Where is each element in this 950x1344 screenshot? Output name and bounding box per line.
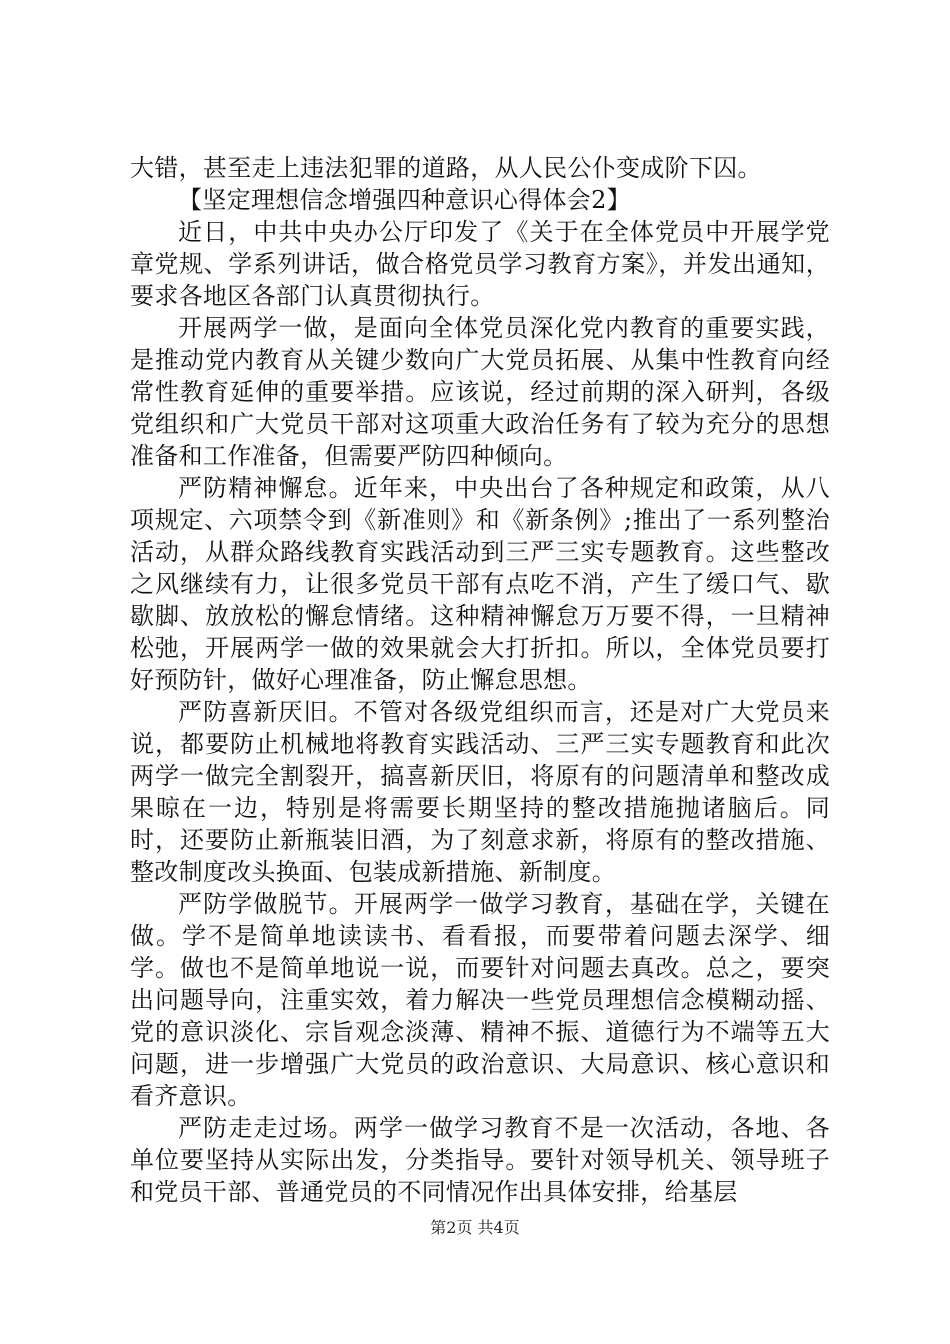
paragraph-practice: 开展两学一做，是面向全体党员深化党内教育的重要实践，是推动党内教育从关键少数向广大党员拓展、从集中性教育向经常性教育延伸的重要举措。应该说，经过前期的深入研判，各级党组织和广大党员干部对这项重大政治任务有了较为充分的思想准备和工作准备，但需要严防四种倾向。 — [130, 314, 830, 470]
paragraph-new-old: 严防喜新厌旧。不管对各级党组织而言，还是对广大党员来说，都要防止机械地将教育实践活动、三严三实专题教育和此次两学一做完全割裂开，搞喜新厌旧，将原有的问题清单和整改成果晾在一边，特别是将需要长期坚持的整改措施抛诸脑后。同时，还要防止新瓶装旧酒，为了刻意求新，将原有的整改措施、整改制度改头换面、包装成新措施、新制度。 — [130, 698, 830, 886]
document-body — [130, 152, 830, 1208]
paragraph-continuation: 大错，甚至走上违法犯罪的道路，从人民公仆变成阶下囚。 — [130, 154, 762, 182]
section-heading: 【坚定理想信念增强四种意识心得体会2】 — [178, 186, 631, 214]
page-number: 第2页 共4页 — [430, 1218, 520, 1237]
paragraph-learn-do: 严防学做脱节。开展两学一做学习教育，基础在学，关键在做。学不是简单地读读书、看看报，而要带着问题去深学、细学。做也不是简单地说一说，而要针对问题去真改。总之，要突出问题导向，注重实效，着力解决一些党员理想信念模糊动摇、党的意识淡化、宗旨观念淡薄、精神不振、道德行为不端等五大问题，进一步增强广大党员的政治意识、大局意识、核心意识和看齐意识。 — [130, 890, 830, 1110]
paragraph-slackness: 严防精神懈怠。近年来，中央出台了各种规定和政策，从八项规定、六项禁令到《新准则》和《新条例》;推出了一系列整治活动，从群众路线教育实践活动到三严三实专题教育。这些整改之风继续有力，让很多党员干部有点吃不消，产生了缓口气、歇歇脚、放放松的懈怠情绪。这种精神懈怠万万要不得，一旦精神松弛，开展两学一做的效果就会大打折扣。所以，全体党员要打好预防针，做好心理准备，防止懈怠思想。 — [130, 474, 830, 694]
paragraph-formality: 严防走走过场。两学一做学习教育不是一次活动，各地、各单位要坚持从实际出发，分类指导。要针对领导机关、领导班子和党员干部、普通党员的不同情况作出具体安排，给基层 — [130, 1114, 830, 1206]
paragraph-intro: 近日，中共中央办公厅印发了《关于在全体党员中开展学党章党规、学系列讲话，做合格党员学习教育方案》，并发出通知，要求各地区各部门认真贯彻执行。 — [130, 218, 830, 310]
